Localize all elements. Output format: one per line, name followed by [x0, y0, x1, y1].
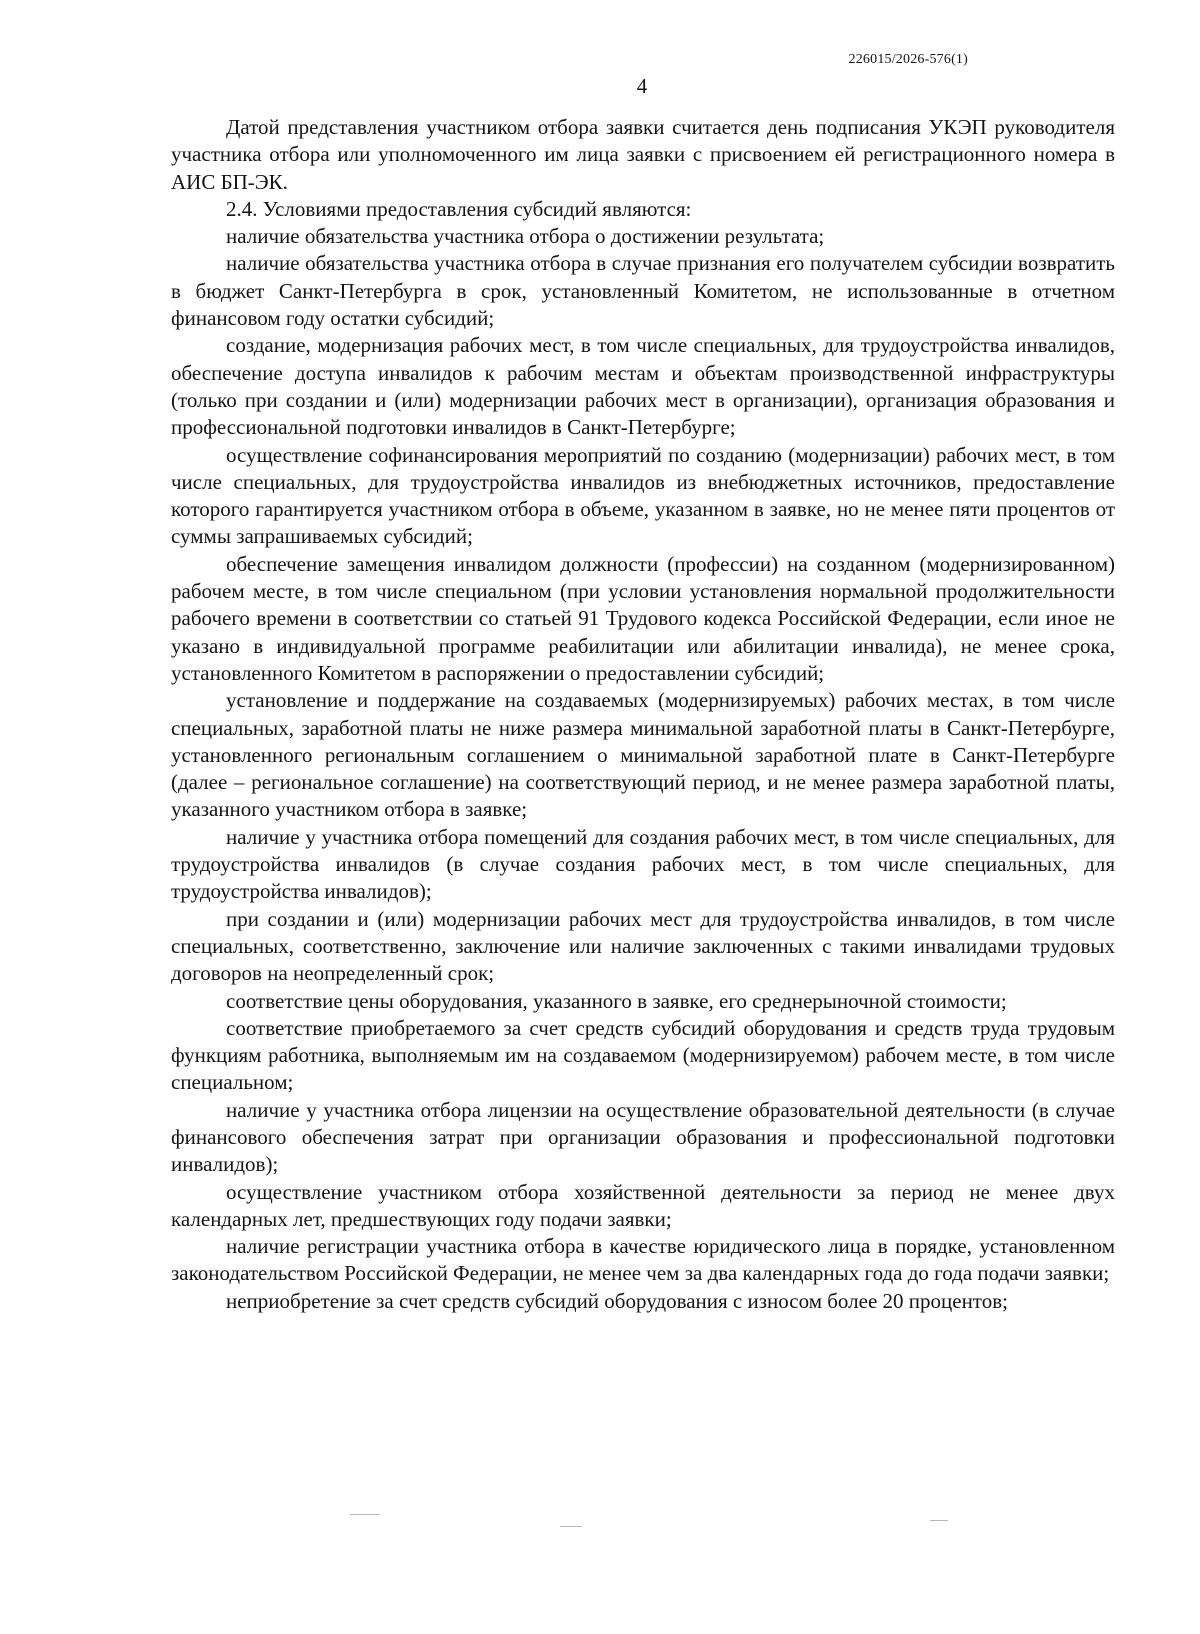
paragraph-condition: наличие у участника отбора лицензии на осуществление образовательной деятельности (в случае финансового обеспечения затрат при организации образования и профессиональной подготовки инвалидов); — [171, 1097, 1115, 1177]
paragraph-condition: установление и поддержание на создаваемых (модернизируемых) рабочих местах, в том числе специальных, заработной платы не ниже размера минимальной заработной платы в Санкт-Петербурге, установленного региональным соглашением о минимальной заработной плате в Санкт-Петербурге (далее – региональное соглашение) на соответствующий период, и не менее размера заработной платы, указанного участником отбора в заявке; — [171, 688, 1115, 822]
paragraph-submission-date: Датой представления участником отбора заявки считается день подписания УКЭП руководителя участника отбора или уполномоченного им лица заявки с присвоением ей регистрационного номера в АИС БП-ЭК. — [171, 115, 1115, 194]
paragraph-condition: при создании и (или) модернизации рабочих мест для трудоустройства инвалидов, в том числе специальных, соответственно, заключение или наличие заключенных с такими инвалидами трудовых договоров на неопределенный срок; — [171, 906, 1115, 986]
scan-artifact — [560, 1526, 582, 1527]
paragraph-condition: создание, модернизация рабочих мест, в том числе специальных, для трудоустройства инвалидов, обеспечение доступа инвалидов к рабочим местам и объектам производственной инфраструктуры (только при создании и (или) модернизации рабочих мест в организации), организация образования и профессиональной подготовки инвалидов в Санкт-Петербурге; — [171, 333, 1115, 440]
paragraph-section-2-4: 2.4. Условиями предоставления субсидий являются: — [226, 196, 692, 221]
document-code: 226015/2026-576(1) — [848, 52, 968, 67]
paragraph-condition: осуществление софинансирования мероприятий по созданию (модернизации) рабочих мест, в том числе специальных, для трудоустройства инвалидов из внебюджетных источников, предоставление которого гарантируется участником отбора в объеме, указанном в заявке, но не менее пяти процентов от суммы запрашиваемых субсидий; — [171, 442, 1115, 549]
scan-artifact — [350, 1514, 380, 1515]
paragraph-condition: осуществление участником отбора хозяйственной деятельности за период не менее двух календарных лет, предшествующих году подачи заявки; — [171, 1179, 1115, 1231]
paragraph-condition: соответствие цены оборудования, указанного в заявке, его среднерыночной стоимости; — [226, 988, 1007, 1013]
paragraph-condition: неприобретение за счет средств субсидий оборудования с износом более 20 процентов; — [226, 1288, 1008, 1313]
paragraph-condition: наличие обязательства участника отбора в случае признания его получателем субсидии возвратить в бюджет Санкт-Петербурга в срок, установленный Комитетом, не использованные в отчетном финансовом году остатки субсидий; — [171, 251, 1115, 331]
paragraph-condition: обеспечение замещения инвалидом должности (профессии) на созданном (модернизированном) рабочем месте, в том числе специальном (при условии установления нормальной продолжительности рабочего времени в соответствии со статьей 91 Трудового кодекса Российской Федерации, если иное не указано в индивидуальной программе реабилитации или абилитации инвалида), не менее срока, установленного Комитетом в распоряжении о предоставлении субсидий; — [171, 551, 1115, 685]
paragraph-condition: наличие регистрации участника отбора в качестве юридического лица в порядке, установленном законодательством Российской Федерации, не менее чем за два календарных года до года подачи заявки; — [171, 1234, 1115, 1286]
paragraph-condition: наличие обязательства участника отбора о достижении результата; — [226, 224, 825, 249]
page-number: 4 — [636, 74, 648, 98]
paragraph-condition: соответствие приобретаемого за счет средств субсидий оборудования и средств труда трудовым функциям работника, выполняемым им на создаваемом (модернизируемом) рабочем месте, в том числе специальном; — [171, 1015, 1115, 1095]
document-body — [171, 114, 1115, 1315]
paragraph-condition: наличие у участника отбора помещений для создания рабочих мест, в том числе специальных, для трудоустройства инвалидов (в случае создания рабочих мест, в том числе специальных, для трудоустройства инвалидов); — [171, 824, 1115, 904]
scan-artifact — [930, 1520, 948, 1521]
